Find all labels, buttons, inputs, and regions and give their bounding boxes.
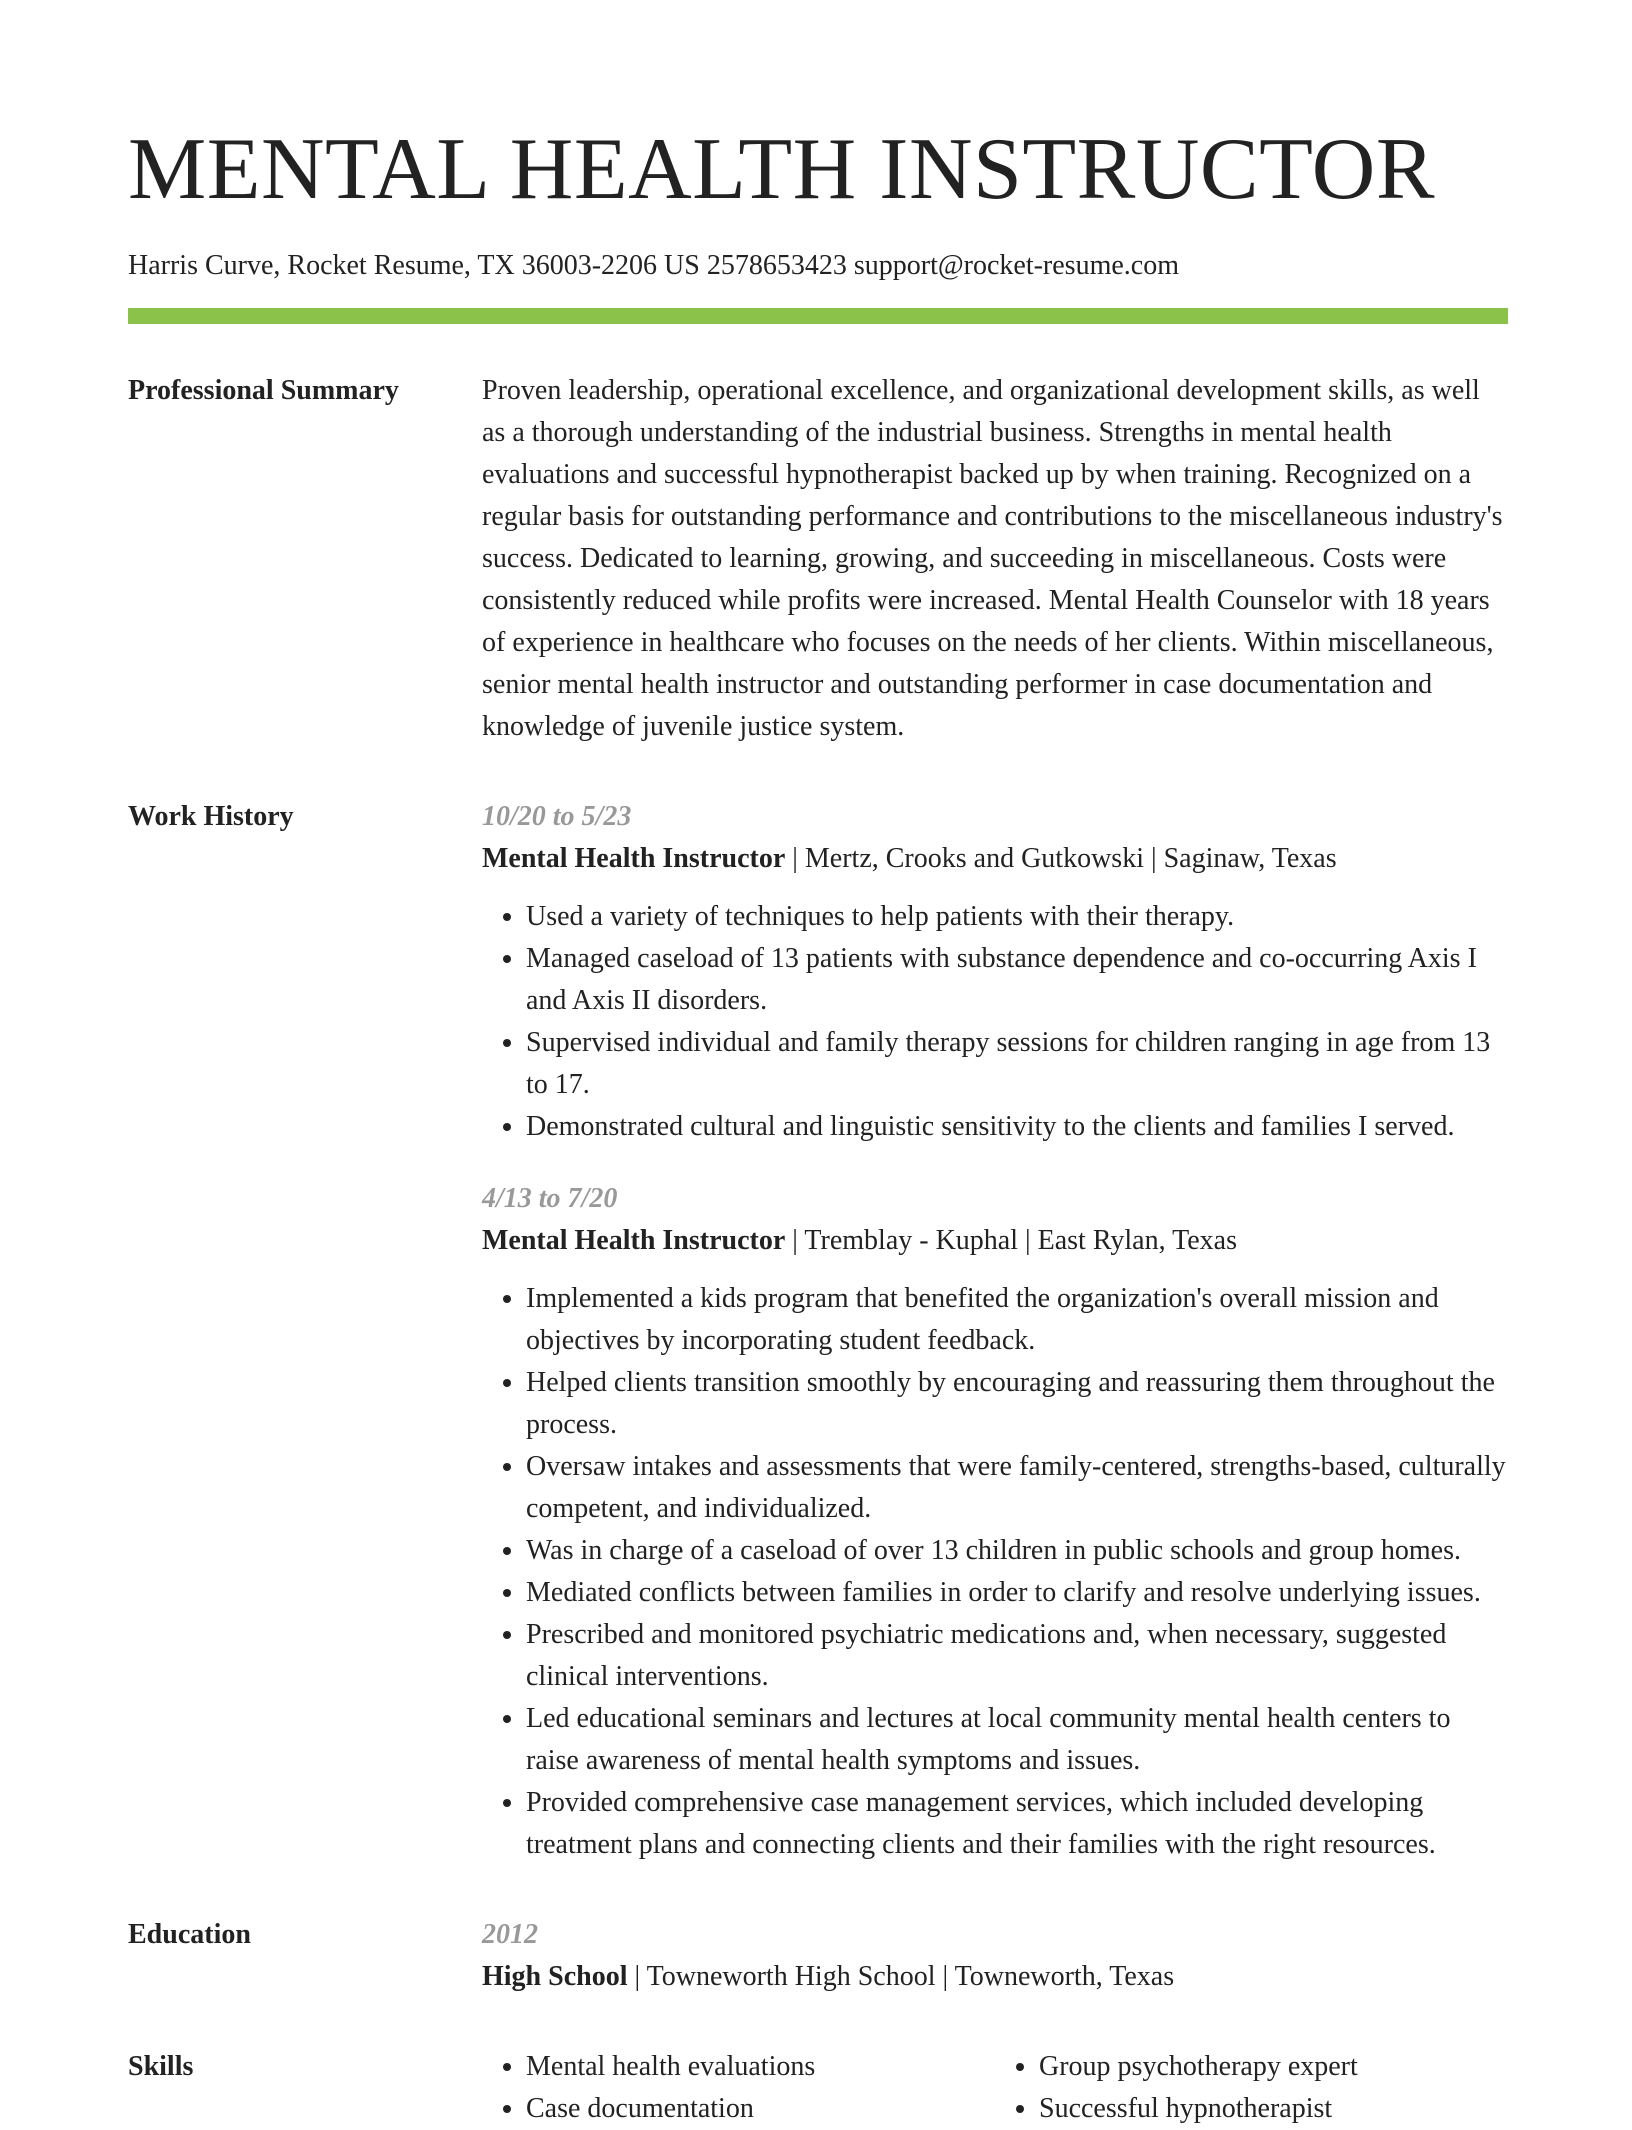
section-label: Professional Summary: [128, 375, 399, 406]
job-heading: [482, 838, 1508, 880]
list-item: • Implemented a kids program that benefited the organization's overall mission and objectives by incorporating student feedback.: [526, 1278, 1508, 1362]
list-item: • Demonstrated cultural and linguistic sensitivity to the clients and families I served.: [526, 1106, 1508, 1148]
list-item: • Helped clients transition smoothly by encouraging and reassuring them throughout the process.: [526, 1362, 1508, 1446]
list-item: • Used a variety of techniques to help patients with their therapy.: [526, 896, 1508, 938]
summary-section: [128, 370, 1508, 748]
list-item: • Prescribed and monitored psychiatric medications and, when necessary, suggested clinical interventions.: [526, 1614, 1508, 1698]
section-label: Skills: [128, 2051, 194, 2082]
education-section: [128, 1914, 1508, 1998]
accent-divider: [128, 308, 1508, 324]
job-bullets: [482, 1278, 1508, 1866]
skills-columns: [482, 2046, 1508, 2130]
job-heading: [482, 1220, 1508, 1262]
skill-item: • Group psychotherapy expert: [1039, 2046, 1508, 2088]
skills-section: [128, 2046, 1508, 2130]
list-item: • Provided comprehensive case management services, which included developing treatment plans and connecting clients and their families with the right resources.: [526, 1782, 1508, 1866]
list-item: • Managed caseload of 13 patients with substance dependence and co-occurring Axis I and Axis II disorders.: [526, 938, 1508, 1022]
work-history-section: [128, 796, 1508, 1866]
job-details: | Mertz, Crooks and Gutkowski | Saginaw, Texas: [785, 843, 1337, 874]
job-title: Mental Health Instructor: [482, 843, 786, 874]
job-bullets: [482, 896, 1508, 1148]
resume-title: MENTAL HEALTH INSTRUCTOR: [128, 121, 1436, 218]
education-heading: [482, 1956, 1508, 1998]
skills-column-2: [995, 2046, 1508, 2130]
education-degree: High School: [482, 1961, 628, 1992]
resume-page: [128, 0, 1508, 2130]
list-item: • Was in charge of a caseload of over 13 children in public schools and group homes.: [526, 1530, 1508, 1572]
section-label: Education: [128, 1919, 251, 1950]
education-year: 2012: [482, 1919, 538, 1950]
job-details: | Tremblay - Kuphal | East Rylan, Texas: [785, 1225, 1237, 1256]
list-item: • Led educational seminars and lectures at local community mental health centers to raise awareness of mental health symptoms and issues.: [526, 1698, 1508, 1782]
list-item: • Mediated conflicts between families in order to clarify and resolve underlying issues.: [526, 1572, 1508, 1614]
job-entry: [482, 1178, 1508, 1866]
job-dates: 4/13 to 7/20: [482, 1183, 618, 1214]
contact-line: Harris Curve, Rocket Resume, TX 36003-2206 US 2578653423 support@rocket-resume.com: [128, 250, 1179, 281]
skills-column-1: [482, 2046, 995, 2130]
summary-text: Proven leadership, operational excellence, and organizational development skills, as well as a thorough understanding of the industrial business. Strengths in mental health evaluations and successful hypnotherapist backed up by when training. Recognized on a regular basis for outstanding performance and contributions to the miscellaneous industry's success. Dedicated to learning, growing, and succeeding in miscellaneous. Costs were consistently reduced while profits were increased. Mental Health Counselor with 18 years of experience in healthcare who focuses on the needs of her clients. Within miscellaneous, senior mental health instructor and outstanding performer in case documentation and knowledge of juvenile justice system.: [482, 375, 1503, 742]
job-title: Mental Health Instructor: [482, 1225, 786, 1256]
education-details: | Towneworth High School | Towneworth, Texas: [627, 1961, 1175, 1992]
job-dates: 10/20 to 5/23: [482, 801, 632, 832]
job-entry: [482, 796, 1508, 1148]
skill-item: • Mental health evaluations: [526, 2046, 995, 2088]
skill-item: • Case documentation: [526, 2088, 995, 2130]
skill-item: • Successful hypnotherapist: [1039, 2088, 1508, 2130]
list-item: • Supervised individual and family therapy sessions for children ranging in age from 13 to 17.: [526, 1022, 1508, 1106]
section-label: Work History: [128, 801, 294, 832]
list-item: • Oversaw intakes and assessments that were family-centered, strengths-based, culturally competent, and individualized.: [526, 1446, 1508, 1530]
